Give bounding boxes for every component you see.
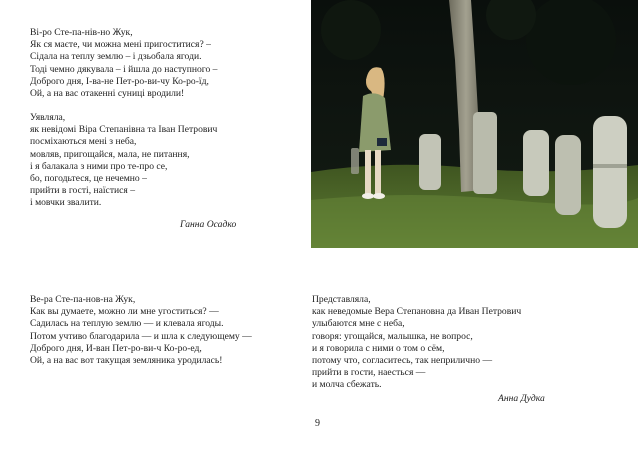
page-number: 9: [315, 418, 320, 429]
poem-line: Доброго дня, И-ван Пет-ро-ви-ч Ко-ро-ед,: [30, 342, 202, 354]
poem-line: Уявляла,: [30, 112, 66, 123]
rus-stanza-left: [30, 294, 252, 367]
poem-line: Потом учтиво благодарила — и шла к следующему —: [30, 330, 252, 342]
poem-line: Как вы думаете, можно ли мне угоститься? —: [30, 306, 219, 318]
ukr-author: Ганна Осадко: [180, 219, 237, 230]
poem-line: як невідомі Віра Степанівна та Іван Петрович: [30, 124, 218, 136]
ukr-stanza-1: [30, 27, 217, 100]
poem-line: Сідала на теплу землю – і дзьобала ягоди.: [30, 51, 202, 63]
poem-line: говоря: угощайся, малышка, не вопрос,: [312, 330, 473, 342]
rus-stanza-right: [312, 294, 521, 392]
poem-line: улыбаются мне с неба,: [312, 318, 405, 330]
poem-line: как неведомые Вера Степановна да Иван Петрович: [312, 306, 522, 318]
poem-line: потому что, согласитесь, так неприлично —: [312, 355, 493, 367]
poem-line: посміхаються мені з неба,: [30, 136, 137, 148]
poem-line: Як ся маєте, чи можна мені пригоститися? –: [30, 39, 211, 51]
poem-line: и молча сбежать.: [312, 379, 382, 391]
poem-line: і мовчки звалити.: [30, 197, 102, 209]
poem-line: прийти в гости, наесться —: [312, 367, 426, 379]
poem-line: Ой, а на вас вот такущая земляника уродилась!: [30, 355, 223, 367]
poem-line: і я балакала з ними про те-про се,: [30, 160, 168, 172]
poem-line: прийти в гості, наїстися –: [30, 185, 136, 197]
poem-line: Ой, а на вас отакенні суниці вродили!: [30, 88, 185, 100]
poem-line: Садилась на теплую землю — и клевала ягоды.: [30, 318, 224, 330]
poem-line: бо, погодьтеся, це нечемно –: [30, 173, 147, 185]
ukr-stanza-2: [30, 112, 217, 210]
rus-author: Анна Дудка: [498, 393, 545, 404]
poem-line: Ве-ра Сте-па-нов-на Жук,: [30, 294, 136, 305]
poem-line: мовляв, пригощайся, мала, не питання,: [30, 148, 190, 160]
poem-line: Тоді чемно дякувала – і йшла до наступного –: [30, 63, 218, 75]
photo-girl-cemetery: [311, 0, 638, 248]
poem-line: Доброго дня, І-ва-не Пет-ро-ви-чу Ко-ро-їд,: [30, 75, 209, 87]
poem-line: и я говорила с ними о том о сём,: [312, 342, 445, 354]
poem-line: Представляла,: [312, 294, 371, 305]
poem-line: Ві-ро Сте-па-нів-но Жук,: [30, 27, 133, 38]
